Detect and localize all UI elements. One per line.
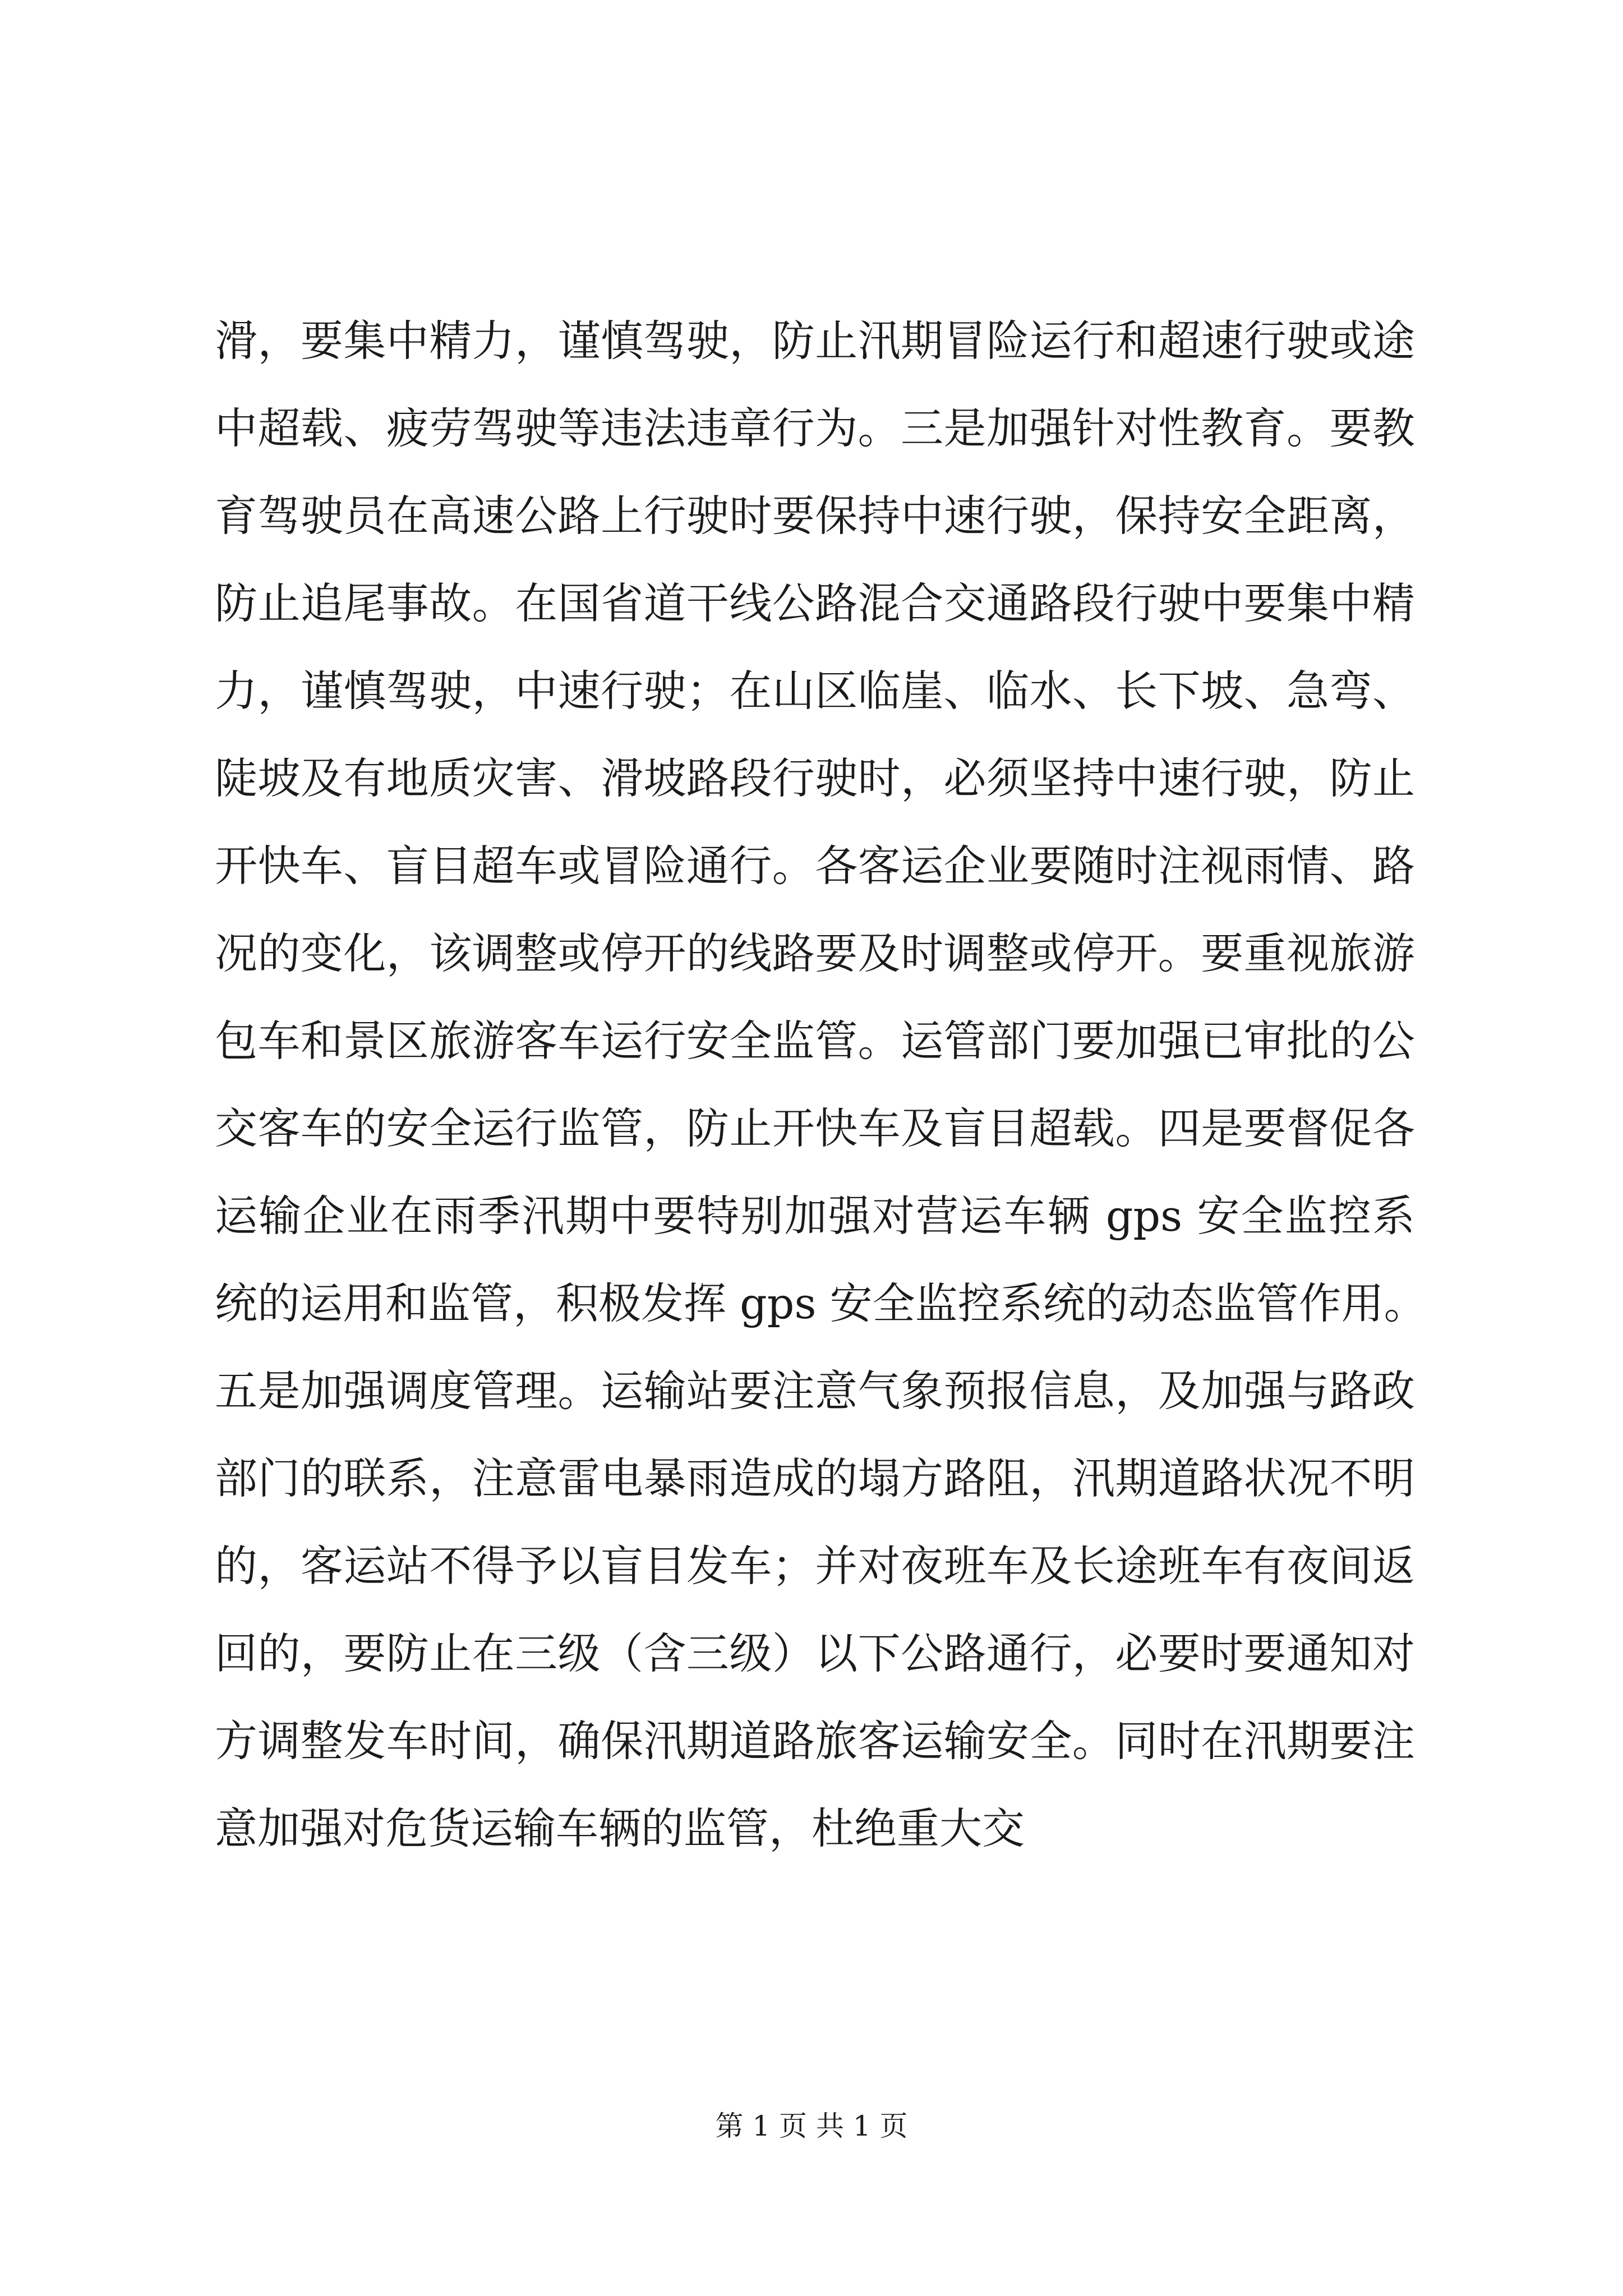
page-number-footer: 第 1 页 共 1 页 <box>715 2110 908 2142</box>
body-paragraph <box>215 297 1427 1872</box>
text-line: 包车和景区旅游客车运行安全监管。运管部门要加强已审批的公 <box>215 1016 1415 1066</box>
text-line: 况的变化，该调整或停开的线路要及时调整或停开。要重视旅游 <box>215 928 1415 978</box>
text-line: 部门的联系，注意雷电暴雨造成的塌方路阻，汛期道路状况不明 <box>215 1453 1415 1503</box>
text-line: 意加强对危货运输车辆的监管，杜绝重大交 <box>215 1803 1025 1853</box>
text-line: 五是加强调度管理。运输站要注意气象预报信息，及加强与路政 <box>215 1366 1415 1416</box>
text-line: 方调整发车时间，确保汛期道路旅客运输安全。同时在汛期要注 <box>215 1716 1415 1766</box>
text-line: 力，谨慎驾驶，中速行驶；在山区临崖、临水、长下坡、急弯、 <box>215 666 1415 716</box>
text-line: 开快车、盲目超车或冒险通行。各客运企业要随时注视雨情、路 <box>215 841 1415 891</box>
text-line: 中超载、疲劳驾驶等违法违章行为。三是加强针对性教育。要教 <box>215 403 1415 453</box>
text-line: 交客车的安全运行监管，防止开快车及盲目超载。四是要督促各 <box>215 1103 1415 1153</box>
text-line: 滑，要集中精力，谨慎驾驶，防止汛期冒险运行和超速行驶或途 <box>215 316 1415 366</box>
text-line: 统的运用和监管，积极发挥 gps 安全监控系统的动态监管作用。 <box>215 1278 1427 1328</box>
text-line: 陡坡及有地质灾害、滑坡路段行驶时，必须坚持中速行驶，防止 <box>215 753 1415 803</box>
text-line: 运输企业在雨季汛期中要特别加强对营运车辆 gps 安全监控系 <box>215 1191 1415 1241</box>
text-line: 的，客运站不得予以盲目发车；并对夜班车及长途班车有夜间返 <box>215 1541 1415 1591</box>
text-line: 防止追尾事故。在国省道干线公路混合交通路段行驶中要集中精 <box>215 578 1415 628</box>
text-line: 育驾驶员在高速公路上行驶时要保持中速行驶，保持安全距离， <box>215 491 1415 541</box>
text-line: 回的，要防止在三级（含三级）以下公路通行，必要时要通知对 <box>215 1628 1415 1678</box>
